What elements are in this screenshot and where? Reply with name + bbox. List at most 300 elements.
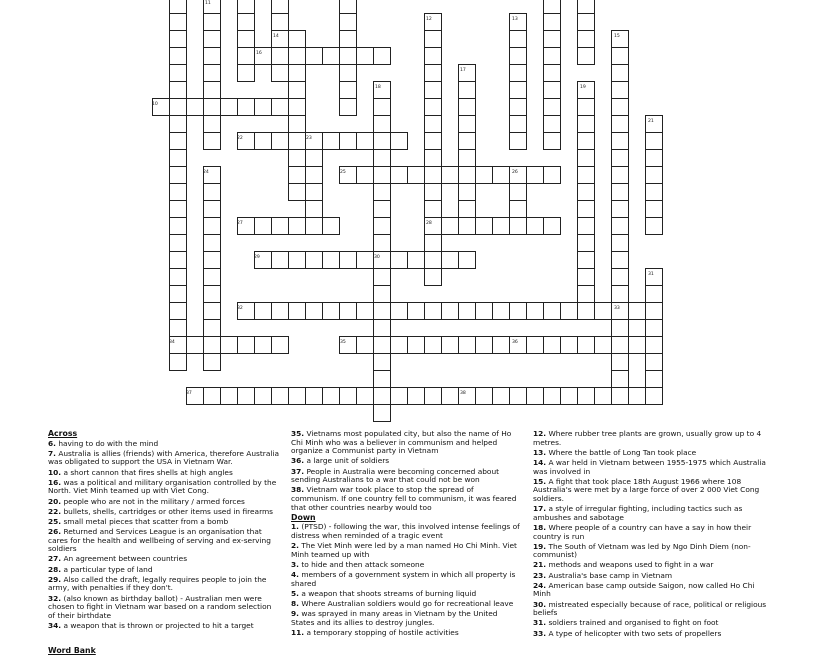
clue-item — [533, 524, 768, 541]
grid-cell[interactable] — [204, 286, 221, 303]
grid-cell[interactable] — [204, 388, 221, 405]
grid-cell[interactable] — [289, 150, 306, 167]
grid-cell[interactable] — [255, 218, 272, 235]
grid-cell[interactable] — [578, 303, 595, 320]
grid-cell[interactable] — [374, 133, 391, 150]
grid-cell[interactable] — [612, 337, 629, 354]
grid-cell[interactable] — [204, 116, 221, 133]
grid-cell[interactable] — [425, 99, 442, 116]
grid-cell[interactable] — [340, 48, 357, 65]
grid-cell[interactable] — [510, 99, 527, 116]
grid-cell[interactable] — [510, 116, 527, 133]
grid-cell[interactable] — [459, 116, 476, 133]
grid-cell[interactable] — [578, 99, 595, 116]
grid-cell[interactable] — [374, 48, 391, 65]
grid-cell[interactable] — [425, 116, 442, 133]
grid-cell[interactable] — [204, 303, 221, 320]
grid-cell[interactable] — [425, 82, 442, 99]
grid-cell[interactable] — [289, 82, 306, 99]
grid-cell[interactable] — [476, 303, 493, 320]
grid-cell[interactable] — [323, 252, 340, 269]
grid-cell[interactable] — [204, 218, 221, 235]
grid-cell[interactable] — [459, 99, 476, 116]
grid-cell[interactable] — [544, 31, 561, 48]
grid-cell[interactable] — [544, 133, 561, 150]
grid-cell[interactable] — [357, 133, 374, 150]
grid-cell[interactable] — [527, 388, 544, 405]
grid-cell[interactable] — [561, 388, 578, 405]
grid-cell[interactable] — [612, 252, 629, 269]
grid-cell[interactable] — [527, 337, 544, 354]
grid-cell[interactable] — [204, 82, 221, 99]
clue-item — [291, 590, 523, 599]
grid-cell[interactable] — [289, 303, 306, 320]
grid-cell[interactable] — [612, 269, 629, 286]
grid-cell[interactable] — [170, 286, 187, 303]
grid-cell[interactable] — [544, 218, 561, 235]
grid-cell[interactable] — [612, 371, 629, 388]
grid-cell[interactable] — [306, 184, 323, 201]
grid-number-35: 35 — [340, 340, 346, 345]
grid-cell[interactable] — [204, 65, 221, 82]
grid-cell[interactable] — [204, 354, 221, 371]
grid-cell[interactable] — [306, 388, 323, 405]
grid-cell[interactable] — [306, 48, 323, 65]
grid-cell[interactable] — [442, 252, 459, 269]
grid-cell[interactable] — [578, 133, 595, 150]
grid-cell[interactable] — [238, 31, 255, 48]
grid-cell[interactable] — [612, 133, 629, 150]
grid-cell[interactable] — [306, 218, 323, 235]
grid-cell[interactable] — [204, 133, 221, 150]
grid-cell[interactable] — [221, 99, 238, 116]
grid-cell[interactable] — [476, 388, 493, 405]
grid-cell[interactable] — [442, 388, 459, 405]
grid-cell[interactable] — [374, 337, 391, 354]
grid-cell[interactable] — [527, 303, 544, 320]
grid-cell[interactable] — [374, 167, 391, 184]
grid-cell[interactable] — [221, 388, 238, 405]
grid-cell[interactable] — [238, 337, 255, 354]
grid-cell[interactable] — [578, 269, 595, 286]
grid-cell[interactable] — [255, 133, 272, 150]
grid-cell[interactable] — [204, 48, 221, 65]
grid-cell[interactable] — [170, 82, 187, 99]
grid-cell[interactable] — [442, 337, 459, 354]
grid-cell[interactable] — [272, 337, 289, 354]
grid-cell[interactable] — [646, 167, 663, 184]
grid-cell[interactable] — [238, 99, 255, 116]
clue-item — [48, 469, 280, 478]
grid-cell[interactable] — [272, 0, 289, 14]
grid-cell[interactable] — [204, 14, 221, 31]
grid-cell[interactable] — [289, 133, 306, 150]
grid-cell[interactable] — [170, 65, 187, 82]
grid-cell[interactable] — [612, 167, 629, 184]
grid-cell[interactable] — [646, 388, 663, 405]
grid-cell[interactable] — [578, 150, 595, 167]
grid-cell[interactable] — [170, 218, 187, 235]
grid-cell[interactable] — [306, 150, 323, 167]
grid-cell[interactable] — [340, 0, 357, 14]
grid-cell[interactable] — [578, 235, 595, 252]
grid-cell[interactable] — [170, 320, 187, 337]
grid-cell[interactable] — [578, 0, 595, 14]
grid-cell[interactable] — [510, 82, 527, 99]
grid-cell[interactable] — [544, 388, 561, 405]
grid-cell[interactable] — [646, 201, 663, 218]
grid-cell[interactable] — [493, 218, 510, 235]
grid-cell[interactable] — [238, 48, 255, 65]
grid-cell[interactable] — [170, 167, 187, 184]
grid-cell[interactable] — [187, 337, 204, 354]
grid-cell[interactable] — [374, 218, 391, 235]
grid-cell[interactable] — [170, 133, 187, 150]
grid-cell[interactable] — [578, 286, 595, 303]
grid-cell[interactable] — [340, 303, 357, 320]
grid-cell[interactable] — [323, 303, 340, 320]
grid-cell[interactable] — [646, 286, 663, 303]
grid-cell[interactable] — [578, 48, 595, 65]
grid-cell[interactable] — [408, 337, 425, 354]
grid-cell[interactable] — [493, 337, 510, 354]
grid-cell[interactable] — [425, 133, 442, 150]
grid-number-34: 34 — [169, 340, 175, 345]
grid-cell[interactable] — [170, 184, 187, 201]
grid-cell[interactable] — [204, 337, 221, 354]
grid-cell[interactable] — [204, 235, 221, 252]
grid-cell[interactable] — [510, 65, 527, 82]
grid-cell[interactable] — [459, 133, 476, 150]
grid-cell[interactable] — [340, 82, 357, 99]
grid-cell[interactable] — [544, 48, 561, 65]
grid-cell[interactable] — [544, 303, 561, 320]
grid-cell[interactable] — [357, 167, 374, 184]
grid-cell[interactable] — [425, 252, 442, 269]
grid-cell[interactable] — [544, 116, 561, 133]
grid-cell[interactable] — [510, 184, 527, 201]
grid-cell[interactable] — [459, 218, 476, 235]
grid-cell[interactable] — [476, 167, 493, 184]
grid-cell[interactable] — [425, 388, 442, 405]
grid-cell[interactable] — [578, 167, 595, 184]
grid-cell[interactable] — [578, 388, 595, 405]
grid-cell[interactable] — [425, 337, 442, 354]
grid-cell[interactable] — [425, 269, 442, 286]
clue-text: members of a government system in which all property is shared — [291, 570, 516, 588]
grid-cell[interactable] — [476, 218, 493, 235]
grid-cell[interactable] — [374, 303, 391, 320]
grid-cell[interactable] — [425, 65, 442, 82]
grid-cell[interactable] — [578, 184, 595, 201]
grid-cell[interactable] — [340, 14, 357, 31]
grid-cell[interactable] — [442, 303, 459, 320]
grid-cell[interactable] — [289, 184, 306, 201]
grid-cell[interactable] — [425, 235, 442, 252]
grid-cell[interactable] — [425, 48, 442, 65]
grid-cell[interactable] — [612, 320, 629, 337]
grid-cell[interactable] — [323, 133, 340, 150]
grid-cell[interactable] — [493, 167, 510, 184]
grid-cell[interactable] — [578, 116, 595, 133]
grid-cell[interactable] — [374, 150, 391, 167]
grid-cell[interactable] — [612, 286, 629, 303]
grid-cell[interactable] — [459, 184, 476, 201]
grid-cell[interactable] — [340, 388, 357, 405]
grid-cell[interactable] — [255, 388, 272, 405]
grid-cell[interactable] — [629, 388, 646, 405]
grid-cell[interactable] — [374, 354, 391, 371]
grid-cell[interactable] — [289, 167, 306, 184]
grid-cell[interactable] — [459, 82, 476, 99]
clue-number: 31. — [533, 618, 547, 628]
grid-cell[interactable] — [170, 252, 187, 269]
grid-cell[interactable] — [646, 371, 663, 388]
grid-cell[interactable] — [561, 337, 578, 354]
grid-cell[interactable] — [646, 150, 663, 167]
grid-cell[interactable] — [374, 269, 391, 286]
clue-number: 26. — [48, 527, 62, 537]
grid-cell[interactable] — [272, 133, 289, 150]
grid-cell[interactable] — [170, 14, 187, 31]
grid-cell[interactable] — [459, 337, 476, 354]
grid-cell[interactable] — [238, 388, 255, 405]
grid-cell[interactable] — [425, 184, 442, 201]
grid-cell[interactable] — [374, 388, 391, 405]
grid-cell[interactable] — [357, 337, 374, 354]
grid-cell[interactable] — [374, 116, 391, 133]
grid-cell[interactable] — [646, 354, 663, 371]
grid-cell[interactable] — [510, 31, 527, 48]
grid-cell[interactable] — [459, 201, 476, 218]
grid-cell[interactable] — [255, 303, 272, 320]
grid-cell[interactable] — [510, 201, 527, 218]
grid-cell[interactable] — [629, 337, 646, 354]
grid-cell[interactable] — [629, 303, 646, 320]
grid-cell[interactable] — [612, 48, 629, 65]
grid-cell[interactable] — [170, 0, 187, 14]
grid-cell[interactable] — [544, 167, 561, 184]
grid-cell[interactable] — [459, 252, 476, 269]
grid-cell[interactable] — [289, 31, 306, 48]
grid-cell[interactable] — [357, 252, 374, 269]
grid-cell[interactable] — [561, 303, 578, 320]
grid-cell[interactable] — [459, 150, 476, 167]
grid-cell[interactable] — [612, 235, 629, 252]
grid-cell[interactable] — [510, 303, 527, 320]
grid-cell[interactable] — [357, 48, 374, 65]
grid-cell[interactable] — [459, 167, 476, 184]
grid-cell[interactable] — [612, 82, 629, 99]
grid-cell[interactable] — [374, 405, 391, 422]
grid-cell[interactable] — [357, 303, 374, 320]
grid-cell[interactable] — [544, 65, 561, 82]
grid-cell[interactable] — [391, 388, 408, 405]
grid-cell[interactable] — [289, 65, 306, 82]
grid-cell[interactable] — [391, 167, 408, 184]
grid-cell[interactable] — [578, 252, 595, 269]
grid-cell[interactable] — [612, 184, 629, 201]
grid-cell[interactable] — [289, 99, 306, 116]
grid-cell[interactable] — [170, 303, 187, 320]
grid-cell[interactable] — [391, 133, 408, 150]
grid-cell[interactable] — [204, 269, 221, 286]
grid-cells[interactable] — [153, 0, 663, 422]
grid-cell[interactable] — [272, 99, 289, 116]
grid-cell[interactable] — [238, 65, 255, 82]
grid-cell[interactable] — [408, 388, 425, 405]
grid-cell[interactable] — [544, 99, 561, 116]
grid-cell[interactable] — [374, 184, 391, 201]
grid-cell[interactable] — [425, 201, 442, 218]
grid-cell[interactable] — [170, 354, 187, 371]
grid-cell[interactable] — [170, 99, 187, 116]
grid-cell[interactable] — [527, 218, 544, 235]
grid-cell[interactable] — [544, 82, 561, 99]
grid-cell[interactable] — [374, 201, 391, 218]
grid-cell[interactable] — [340, 31, 357, 48]
grid-cell[interactable] — [391, 252, 408, 269]
grid-cell[interactable] — [374, 320, 391, 337]
grid-cell[interactable] — [612, 201, 629, 218]
grid-cell[interactable] — [459, 303, 476, 320]
grid-cell[interactable] — [340, 252, 357, 269]
grid-cell[interactable] — [272, 14, 289, 31]
grid-cell[interactable] — [442, 167, 459, 184]
grid-cell[interactable] — [510, 388, 527, 405]
grid-cell[interactable] — [289, 218, 306, 235]
grid-cell[interactable] — [408, 303, 425, 320]
grid-cell[interactable] — [306, 167, 323, 184]
grid-cell[interactable] — [255, 99, 272, 116]
grid-cell[interactable] — [272, 252, 289, 269]
grid-cell[interactable] — [442, 218, 459, 235]
grid-cell[interactable] — [391, 337, 408, 354]
grid-cell[interactable] — [527, 167, 544, 184]
clue-text: American base camp outside Saigon, now called Ho Chi Minh — [533, 580, 755, 599]
grid-cell[interactable] — [646, 218, 663, 235]
grid-cell[interactable] — [289, 252, 306, 269]
grid-cell[interactable] — [272, 388, 289, 405]
grid-cell[interactable] — [612, 99, 629, 116]
grid-cell[interactable] — [204, 31, 221, 48]
grid-cell[interactable] — [595, 337, 612, 354]
grid-cell[interactable] — [595, 303, 612, 320]
grid-cell[interactable] — [646, 337, 663, 354]
grid-cell[interactable] — [578, 201, 595, 218]
grid-cell[interactable] — [646, 184, 663, 201]
grid-cell[interactable] — [493, 388, 510, 405]
grid-cell[interactable] — [272, 48, 289, 65]
grid-cell[interactable] — [578, 218, 595, 235]
grid-cell[interactable] — [340, 99, 357, 116]
grid-cell[interactable] — [425, 31, 442, 48]
clue-text: An agreement between countries — [63, 554, 188, 564]
grid-cell[interactable] — [170, 269, 187, 286]
grid-cell[interactable] — [544, 14, 561, 31]
grid-cell[interactable] — [204, 252, 221, 269]
grid-cell[interactable] — [493, 303, 510, 320]
grid-cell[interactable] — [612, 388, 629, 405]
grid-cell[interactable] — [170, 201, 187, 218]
grid-cell[interactable] — [170, 31, 187, 48]
grid-cell[interactable] — [544, 337, 561, 354]
grid-cell[interactable] — [255, 337, 272, 354]
grid-cell[interactable] — [187, 99, 204, 116]
grid-cell[interactable] — [612, 218, 629, 235]
grid-cell[interactable] — [204, 320, 221, 337]
grid-cell[interactable] — [646, 303, 663, 320]
grid-cell[interactable] — [612, 116, 629, 133]
grid-cell[interactable] — [544, 0, 561, 14]
grid-cell[interactable] — [323, 388, 340, 405]
grid-cell[interactable] — [374, 371, 391, 388]
grid-cell[interactable] — [425, 167, 442, 184]
grid-cell[interactable] — [612, 150, 629, 167]
grid-cell[interactable] — [578, 14, 595, 31]
clue-item — [291, 457, 523, 466]
grid-cell[interactable] — [408, 167, 425, 184]
grid-cell[interactable] — [272, 218, 289, 235]
grid-cell[interactable] — [476, 337, 493, 354]
grid-cell[interactable] — [170, 48, 187, 65]
grid-cell[interactable] — [425, 150, 442, 167]
grid-cell[interactable] — [612, 354, 629, 371]
grid-cell[interactable] — [578, 337, 595, 354]
clue-text: A war held in Vietnam between 1955-1975 which Australia was involved in — [533, 457, 766, 476]
grid-cell[interactable] — [646, 320, 663, 337]
grid-cell[interactable] — [510, 218, 527, 235]
grid-cell[interactable] — [170, 150, 187, 167]
grid-cell[interactable] — [578, 31, 595, 48]
grid-cell[interactable] — [646, 133, 663, 150]
grid-cell[interactable] — [306, 252, 323, 269]
grid-cell[interactable] — [374, 286, 391, 303]
grid-cell[interactable] — [289, 388, 306, 405]
grid-cell[interactable] — [340, 65, 357, 82]
grid-cell[interactable] — [357, 388, 374, 405]
grid-cell[interactable] — [306, 201, 323, 218]
grid-cell[interactable] — [323, 48, 340, 65]
grid-cell[interactable] — [510, 48, 527, 65]
grid-cell[interactable] — [391, 303, 408, 320]
grid-cell[interactable] — [612, 65, 629, 82]
grid-number-16: 16 — [256, 51, 262, 56]
grid-cell[interactable] — [425, 303, 442, 320]
grid-cell[interactable] — [238, 14, 255, 31]
grid-cell[interactable] — [272, 303, 289, 320]
grid-cell[interactable] — [204, 201, 221, 218]
grid-cell[interactable] — [323, 218, 340, 235]
grid-cell[interactable] — [204, 184, 221, 201]
grid-cell[interactable] — [289, 48, 306, 65]
grid-cell[interactable] — [238, 0, 255, 14]
grid-cell[interactable] — [510, 133, 527, 150]
grid-cell[interactable] — [374, 235, 391, 252]
grid-cell[interactable] — [408, 252, 425, 269]
grid-cell[interactable] — [374, 99, 391, 116]
grid-cell[interactable] — [595, 388, 612, 405]
grid-cell[interactable] — [289, 116, 306, 133]
grid-cell[interactable] — [170, 116, 187, 133]
clue-number: 24. — [533, 580, 547, 590]
grid-cell[interactable] — [204, 99, 221, 116]
grid-cell[interactable] — [306, 303, 323, 320]
grid-cell[interactable] — [272, 65, 289, 82]
grid-cell[interactable] — [340, 133, 357, 150]
grid-cell[interactable] — [221, 337, 238, 354]
grid-cell[interactable] — [170, 235, 187, 252]
